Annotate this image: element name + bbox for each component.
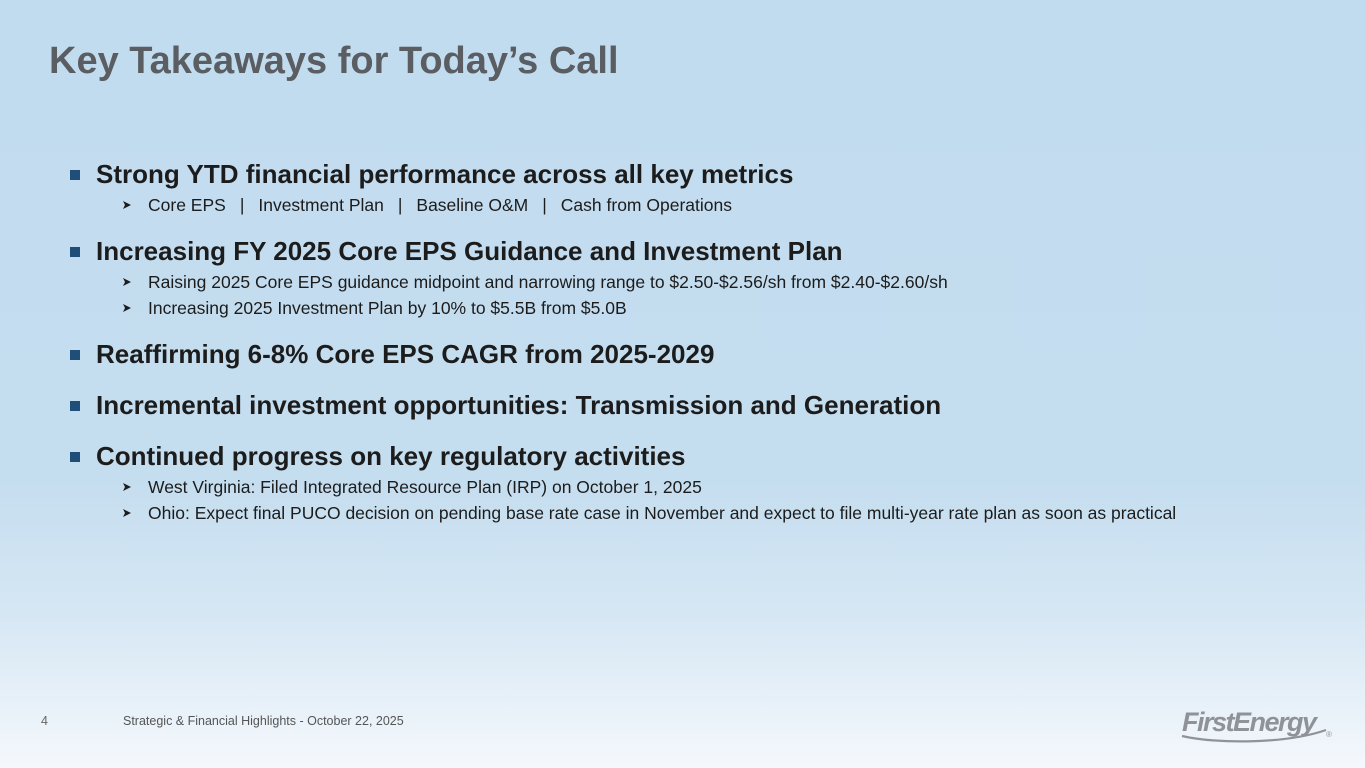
sub-item-text: Ohio: Expect final PUCO decision on pending base rate case in November and expect to file multi-year rate plan as soon as practical — [148, 502, 1177, 523]
arrow-bullet-icon — [122, 482, 132, 492]
sub-item-text: West Virginia: Filed Integrated Resource Plan (IRP) on October 1, 2025 — [148, 476, 702, 497]
bullet-heading: Strong YTD financial performance across all key metrics — [96, 158, 794, 189]
square-bullet-icon — [70, 452, 80, 462]
bullet-heading: Continued progress on key regulatory activities — [96, 440, 686, 471]
sub-item-metrics — [70, 192, 1350, 218]
sub-item — [70, 269, 1350, 295]
bullet-item — [70, 233, 1350, 321]
arrow-bullet-icon — [122, 200, 132, 210]
square-bullet-icon — [70, 401, 80, 411]
square-bullet-icon — [70, 247, 80, 257]
sub-item-text: Raising 2025 Core EPS guidance midpoint and narrowing range to $2.50-$2.56/sh from $2.40-$2.60/sh — [148, 271, 948, 292]
bullet-item — [70, 336, 1350, 372]
arrow-bullet-icon — [122, 303, 132, 313]
metric-label: Core EPS — [148, 194, 226, 215]
sub-item — [70, 295, 1350, 321]
metric-label: Cash from Operations — [560, 194, 732, 215]
bullet-heading: Increasing FY 2025 Core EPS Guidance and Investment Plan — [96, 235, 843, 266]
logo-wordmark: FirstEnergy — [1182, 707, 1316, 737]
page-number: 4 — [41, 714, 48, 728]
takeaways-list — [70, 156, 1350, 541]
square-bullet-icon — [70, 350, 80, 360]
bullet-item — [70, 387, 1350, 423]
slide-title: Key Takeaways for Today’s Call — [49, 40, 619, 82]
metric-separator: | — [239, 194, 245, 215]
square-bullet-icon — [70, 170, 80, 180]
metric-label: Investment Plan — [258, 194, 384, 215]
bullet-heading: Incremental investment opportunities: Transmission and Generation — [96, 389, 942, 420]
bullet-heading: Reaffirming 6-8% Core EPS CAGR from 2025-2029 — [96, 338, 715, 369]
sub-item — [70, 474, 1350, 500]
metric-label: Baseline O&M — [416, 194, 529, 215]
firstenergy-logo — [1176, 700, 1336, 750]
metric-separator: | — [397, 194, 403, 215]
sub-item — [70, 500, 1350, 526]
sub-item-text: Increasing 2025 Investment Plan by 10% to $5.5B from $5.0B — [148, 297, 627, 318]
arrow-bullet-icon — [122, 508, 132, 518]
logo-registered-mark: ® — [1326, 730, 1332, 739]
metric-separator: | — [542, 194, 547, 215]
footer-caption: Strategic & Financial Highlights - October 22, 2025 — [123, 714, 404, 728]
bullet-item — [70, 438, 1350, 526]
arrow-bullet-icon — [122, 277, 132, 287]
bullet-item — [70, 156, 1350, 218]
